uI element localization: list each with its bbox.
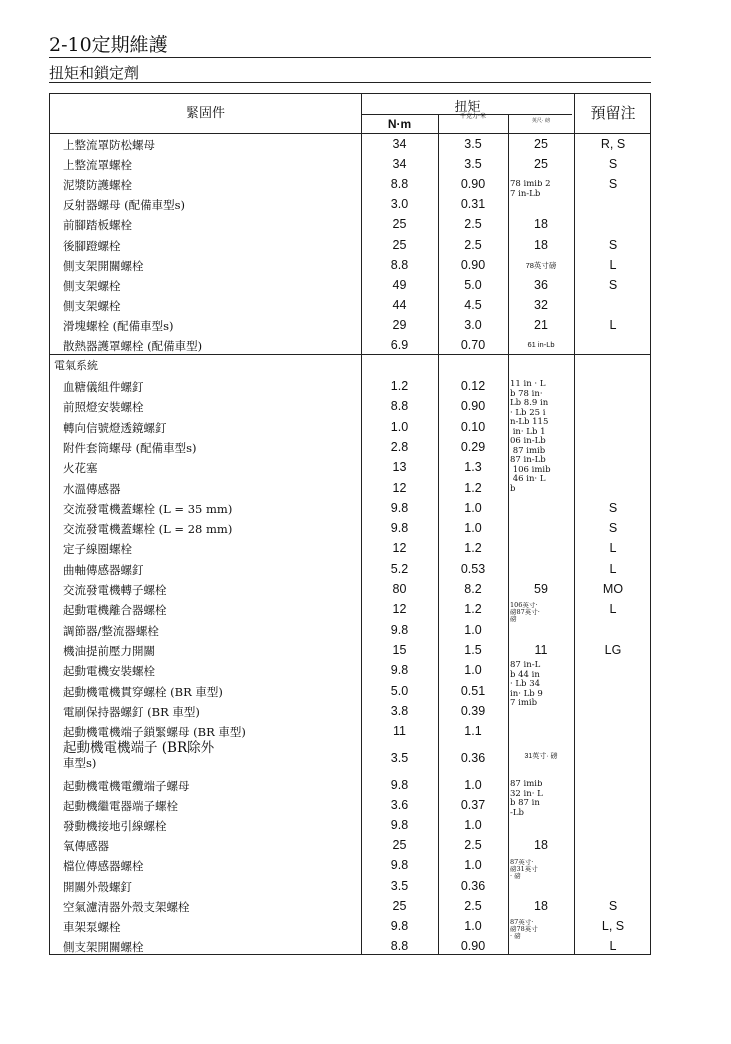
- table-row: [50, 936, 652, 956]
- note-electrical-block: 11 in · L b 78 in· Lb 8.9 in · Lb 25 i n-Lb 115 in· Lb 1 06 in-Lb 87 imib 87 in-Lb 106 imib 46 in· L b: [510, 380, 551, 494]
- row-kgf: 0.36: [460, 878, 486, 893]
- table-row: [50, 396, 652, 416]
- row-kgf: 1.0: [464, 818, 482, 833]
- row-kgf: 1.0: [464, 663, 482, 678]
- row-kgf: 1.2: [464, 541, 482, 556]
- row-nm: 11: [393, 724, 406, 739]
- table-row: [50, 855, 652, 875]
- row-ftlb: 78英寸磅: [525, 260, 557, 270]
- row-fastener: 調節器/整流器螺栓: [63, 623, 159, 638]
- row-fastener: 起動機電機貫穿螺栓 (BR 車型): [63, 684, 223, 699]
- row-nm: 9.8: [390, 663, 409, 678]
- row-nm: 3.6: [390, 798, 409, 813]
- row-remarks: L: [609, 561, 617, 576]
- table-row: [50, 417, 652, 437]
- title-rule: [49, 57, 651, 58]
- row-fastener: 前照燈安裝螺栓: [63, 400, 144, 415]
- table-row: [50, 795, 652, 815]
- row-fastener: 上整流罩螺栓: [63, 158, 132, 173]
- subtitle-rule: [49, 82, 651, 83]
- row-nm: 3.5: [390, 751, 409, 765]
- row-remarks: L: [609, 541, 617, 556]
- row-kgf: 0.39: [460, 703, 486, 718]
- table-row: [50, 876, 652, 896]
- torque-table: [49, 93, 651, 955]
- row-kgf: 1.0: [464, 778, 482, 792]
- row-nm: 34: [392, 157, 407, 172]
- table-row: [50, 478, 652, 498]
- table-row: [50, 174, 652, 194]
- row-nm: 12: [392, 602, 407, 617]
- header-fastener: 緊固件: [185, 106, 225, 121]
- row-kgf: 1.0: [464, 918, 482, 933]
- row-fastener: 發動機接地引線螺栓: [63, 819, 167, 834]
- row-fastener: 火花塞: [63, 461, 98, 476]
- row-kgf: 0.53: [460, 561, 486, 576]
- row-fastener: 泥漿防護螺栓: [63, 178, 132, 193]
- row-fastener: 定子線圈螺栓: [63, 542, 132, 557]
- row-fastener: 滑塊螺栓 (配備車型s): [63, 318, 174, 333]
- table-row: [50, 194, 652, 214]
- row-nm: 25: [392, 838, 407, 853]
- row-kgf: 1.5: [464, 642, 482, 657]
- row-fastener: 氧傳感器: [63, 839, 109, 854]
- row-kgf: 3.5: [464, 137, 482, 151]
- row-fastener: 後腳蹬螺栓: [63, 238, 121, 253]
- row-remarks: LG: [604, 642, 622, 657]
- row-fastener: 起動機繼電器端子螺栓: [63, 799, 178, 814]
- row-fastener: 前腳踏板螺栓: [63, 218, 132, 233]
- note-cable-block: 87 imib 32 in· L b 87 in -Lb: [510, 780, 543, 818]
- row-remarks: S: [608, 177, 618, 192]
- row-kgf: 2.5: [464, 898, 482, 913]
- table-row: [50, 457, 652, 477]
- row-kgf: 1.0: [464, 622, 482, 637]
- row-kgf: 0.90: [460, 399, 486, 414]
- row-nm: 9.8: [390, 818, 409, 833]
- table-row: [50, 315, 652, 335]
- row-fastener: 起動機電機電纜端子螺母: [63, 779, 190, 793]
- header-torque: 扭矩: [454, 100, 481, 115]
- row-fastener: [63, 741, 214, 771]
- row-fastener: 機油提前壓力開關: [63, 643, 155, 658]
- row-nm: 9.8: [390, 521, 409, 536]
- row-nm: 44: [392, 297, 407, 312]
- row-fastener: 交流發電機蓋螺栓 (L = 28 mm): [63, 522, 233, 537]
- table-row: [50, 376, 652, 396]
- table-row: [50, 134, 652, 154]
- row-fastener: 側支架螺栓: [63, 298, 121, 313]
- row-fastener: 開關外殼螺釘: [63, 879, 132, 894]
- table-row: [50, 235, 652, 255]
- table-row: [50, 255, 652, 275]
- table-row: [50, 916, 652, 936]
- table-row: [50, 815, 652, 835]
- table-row: [50, 681, 652, 701]
- row-fastener: 曲軸傳感器螺釘: [63, 562, 144, 577]
- row-fastener: 電刷保持器螺釘 (BR 車型): [63, 704, 200, 719]
- row-fastener: 檔位傳感器螺栓: [63, 859, 144, 874]
- table-row: [50, 620, 652, 640]
- note-frame-pump: 87英寸· 磅78英寸 · 磅: [510, 919, 538, 940]
- row-nm: 3.0: [390, 197, 409, 212]
- row-kgf: 3.5: [464, 157, 482, 172]
- row-nm: 25: [392, 898, 407, 913]
- row-ftlb: 25: [534, 157, 548, 172]
- note-gear-sensor: 87英寸· 磅31英寸 · 磅: [510, 859, 538, 880]
- row-fastener: 交流發電機蓋螺栓 (L = 35 mm): [63, 501, 233, 516]
- row-nm: 80: [392, 582, 407, 596]
- row-fastener: 交流發電機轉子螺栓: [63, 583, 167, 597]
- table-row: [50, 518, 652, 538]
- table-row: [50, 335, 652, 355]
- row-nm: 3.8: [390, 703, 409, 718]
- row-fastener: 反射器螺母 (配備車型s): [63, 198, 186, 213]
- row-fastener-line2: 車型s): [63, 756, 97, 770]
- row-ftlb: 18: [534, 838, 548, 853]
- section-electrical: 電氣系統: [54, 359, 98, 372]
- table-row: [50, 835, 652, 855]
- header-nm: N·m: [387, 117, 412, 131]
- row-remarks: S: [608, 521, 618, 536]
- note-mud-guard: 78 imib 2 7 in-Lb: [510, 180, 551, 199]
- row-fastener: 空氣濾清器外殼支架螺栓: [63, 899, 190, 914]
- table-row: [50, 295, 652, 315]
- row-ftlb: 61 in-Lb: [527, 340, 555, 349]
- row-ftlb: 36: [534, 277, 548, 292]
- table-row: [50, 741, 652, 775]
- row-ftlb: 18: [534, 217, 548, 232]
- row-remarks: R, S: [600, 137, 626, 151]
- row-kgf: 0.51: [460, 683, 486, 698]
- row-remarks: L, S: [601, 918, 625, 933]
- row-nm: 6.9: [390, 338, 409, 352]
- row-kgf: 1.2: [464, 602, 482, 617]
- row-remarks: L: [609, 938, 617, 953]
- row-nm: 9.8: [390, 858, 409, 873]
- table-row: [50, 640, 652, 660]
- row-fastener: 側支架螺栓: [63, 278, 121, 293]
- row-kgf: 0.90: [460, 177, 486, 192]
- row-kgf: 2.5: [464, 838, 482, 853]
- row-nm: 9.8: [390, 778, 409, 792]
- row-nm: 34: [392, 137, 407, 151]
- row-kgf: 0.29: [460, 439, 486, 454]
- row-ftlb: 21: [534, 317, 548, 332]
- row-fastener: 起動電機安裝螺栓: [63, 664, 155, 679]
- row-fastener-line1: 起動機電機端子 (BR除外: [63, 740, 215, 756]
- row-fastener: 側支架開關螺栓: [63, 939, 144, 954]
- row-kgf: 0.70: [460, 338, 486, 352]
- row-kgf: 5.0: [464, 277, 482, 292]
- table-row: [50, 538, 652, 558]
- row-nm: 12: [392, 480, 407, 495]
- row-kgf: 0.36: [460, 751, 486, 765]
- page-title: 2-10定期維護: [49, 34, 168, 56]
- table-row: [50, 214, 652, 234]
- table-row: [50, 721, 652, 741]
- table-row: [50, 660, 652, 680]
- row-nm: 1.2: [390, 379, 409, 393]
- row-remarks: S: [608, 157, 618, 172]
- row-fastener: 起動電機離合器螺栓: [63, 603, 167, 618]
- row-kgf: 1.0: [464, 500, 482, 515]
- row-nm: 25: [392, 217, 407, 232]
- row-remarks: S: [608, 237, 618, 252]
- row-ftlb: 31英寸· 磅: [524, 753, 558, 760]
- row-nm: 3.5: [390, 878, 409, 893]
- table-row: [50, 275, 652, 295]
- row-nm: 8.8: [390, 938, 409, 953]
- row-nm: 8.8: [390, 177, 409, 192]
- row-kgf: 1.3: [464, 460, 482, 475]
- row-kgf: 8.2: [464, 582, 482, 596]
- row-nm: 9.8: [390, 622, 409, 637]
- note-starter-block: 87 in-L b 44 in · Lb 34 in· Lb 9 7 imib: [510, 661, 543, 708]
- row-ftlb: 59: [534, 582, 548, 596]
- table-row: [50, 896, 652, 916]
- row-ftlb: 25: [534, 137, 548, 151]
- table-row: [50, 559, 652, 579]
- row-kgf: 0.10: [460, 419, 486, 434]
- table-row: [50, 775, 652, 795]
- row-nm: 12: [392, 541, 407, 556]
- row-kgf: 0.37: [460, 798, 486, 813]
- row-kgf: 1.0: [464, 858, 482, 873]
- row-kgf: 1.1: [464, 724, 482, 739]
- row-nm: 15: [392, 642, 407, 657]
- page-subtitle: 扭矩和鎖定劑: [49, 64, 140, 82]
- row-kgf: 4.5: [464, 297, 482, 312]
- note-clutch: 106英寸· 磅87英寸· 磅: [510, 602, 540, 623]
- row-nm: 9.8: [390, 918, 409, 933]
- row-fastener: 水溫傳感器: [63, 481, 121, 496]
- row-kgf: 0.12: [460, 379, 486, 393]
- row-nm: 1.0: [390, 419, 409, 434]
- row-kgf: 2.5: [464, 237, 482, 252]
- row-fastener: 側支架開關螺栓: [63, 258, 144, 273]
- header-ftlb: 英尺· 磅: [531, 118, 551, 124]
- header-remarks: 預留注: [590, 104, 636, 122]
- row-nm: 8.8: [390, 399, 409, 414]
- row-kgf: 0.31: [460, 197, 486, 212]
- row-nm: 13: [392, 460, 407, 475]
- row-ftlb: 18: [534, 898, 548, 913]
- table-row: [50, 498, 652, 518]
- row-nm: 5.2: [390, 561, 409, 576]
- row-nm: 2.8: [390, 439, 409, 454]
- row-kgf: 0.90: [460, 938, 486, 953]
- row-nm: 29: [392, 317, 407, 332]
- header-kgf: 千克力·米: [460, 113, 486, 120]
- row-nm: 49: [392, 277, 407, 292]
- row-fastener: 血糖儀組件螺釘: [63, 380, 144, 394]
- row-kgf: 1.0: [464, 521, 482, 536]
- table-row: [50, 599, 652, 619]
- row-remarks: L: [609, 602, 617, 617]
- row-ftlb: 11: [534, 642, 548, 657]
- row-fastener: 散熱器護罩螺栓 (配備車型): [63, 339, 203, 353]
- row-remarks: S: [608, 277, 618, 292]
- row-remarks: L: [609, 257, 617, 272]
- row-nm: 9.8: [390, 500, 409, 515]
- row-fastener: 附件套筒螺母 (配備車型s): [63, 440, 197, 455]
- row-nm: 8.8: [390, 257, 409, 272]
- table-row: [50, 579, 652, 599]
- row-fastener: 車架泵螺栓: [63, 919, 121, 934]
- row-nm: 25: [392, 237, 407, 252]
- row-remarks: L: [609, 317, 617, 332]
- row-remarks: MO: [602, 582, 624, 596]
- row-kgf: 3.0: [464, 317, 482, 332]
- row-ftlb: 18: [534, 237, 548, 252]
- table-row: [50, 701, 652, 721]
- row-kgf: 1.2: [464, 480, 482, 495]
- table-row: [50, 437, 652, 457]
- row-nm: 5.0: [390, 683, 409, 698]
- row-kgf: 0.90: [460, 257, 486, 272]
- table-row: [50, 154, 652, 174]
- row-fastener: 轉向信號燈透鏡螺釘: [63, 420, 167, 435]
- row-fastener: 上整流罩防松螺母: [63, 138, 155, 152]
- row-remarks: S: [608, 898, 618, 913]
- row-ftlb: 32: [534, 297, 548, 312]
- row-remarks: S: [608, 500, 618, 515]
- row-fastener: 起動機電機端子鎖緊螺母 (BR 車型): [63, 725, 246, 740]
- row-kgf: 2.5: [464, 217, 482, 232]
